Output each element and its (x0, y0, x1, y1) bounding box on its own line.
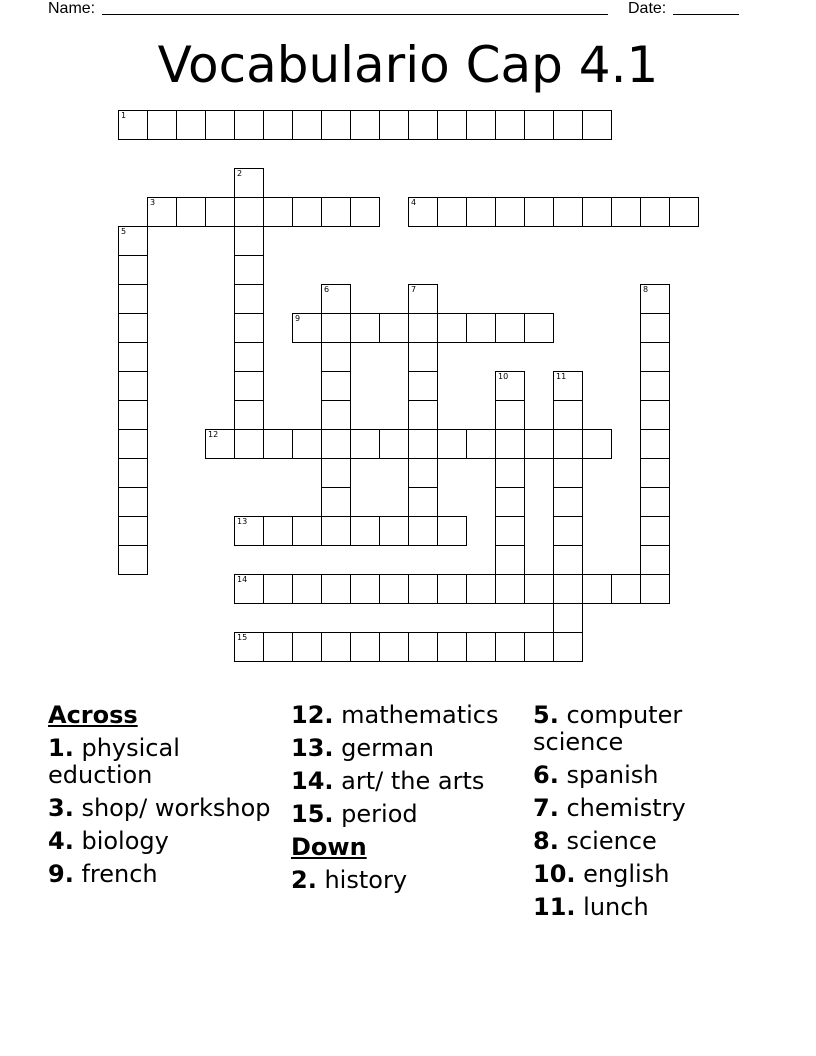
grid-cell[interactable] (408, 284, 438, 314)
grid-cell[interactable] (118, 458, 148, 488)
grid-cell[interactable] (350, 110, 380, 140)
cell-number: 3 (150, 198, 156, 207)
clue-down (533, 795, 773, 822)
grid-cell[interactable] (524, 313, 554, 343)
grid-cell[interactable] (408, 429, 438, 459)
grid-cell[interactable] (234, 110, 264, 140)
grid-cell[interactable] (263, 632, 293, 662)
grid-cell[interactable] (495, 516, 525, 546)
grid-cell[interactable] (205, 429, 235, 459)
clue-across (291, 801, 527, 828)
cell-number: 15 (237, 633, 248, 642)
grid-cell[interactable] (263, 197, 293, 227)
grid-cell[interactable] (292, 313, 322, 343)
grid-cell[interactable] (234, 226, 264, 256)
grid-cell[interactable] (350, 313, 380, 343)
grid-cell[interactable] (118, 545, 148, 575)
grid-cell[interactable] (408, 110, 438, 140)
grid-cell[interactable] (118, 110, 148, 140)
clue-down (533, 894, 773, 921)
clues-column-1 (48, 702, 278, 894)
grid-cell[interactable] (292, 429, 322, 459)
grid-cell[interactable] (292, 632, 322, 662)
grid-cell[interactable] (234, 313, 264, 343)
grid-cell[interactable] (321, 574, 351, 604)
grid-cell[interactable] (118, 284, 148, 314)
grid-cell[interactable] (553, 516, 583, 546)
cell-number: 8 (643, 285, 649, 294)
grid-cell[interactable] (292, 110, 322, 140)
grid-cell[interactable] (118, 255, 148, 285)
grid-cell[interactable] (350, 574, 380, 604)
grid-cell[interactable] (408, 197, 438, 227)
grid-cell[interactable] (118, 313, 148, 343)
grid-cell[interactable] (408, 342, 438, 372)
cell-number: 14 (237, 575, 248, 584)
grid-cell[interactable] (466, 197, 496, 227)
grid-cell[interactable] (234, 632, 264, 662)
clue-down (533, 762, 773, 789)
grid-cell[interactable] (118, 371, 148, 401)
grid-cell[interactable] (321, 400, 351, 430)
grid-cell[interactable] (640, 574, 670, 604)
grid-cell[interactable] (495, 574, 525, 604)
grid-cell[interactable] (437, 197, 467, 227)
grid-cell[interactable] (553, 458, 583, 488)
clue-down (533, 861, 773, 888)
clue-text: science (566, 827, 657, 855)
grid-cell[interactable] (669, 197, 699, 227)
grid-cell[interactable] (495, 632, 525, 662)
grid-cell[interactable] (379, 574, 409, 604)
clue-across (291, 768, 527, 795)
grid-cell[interactable] (408, 574, 438, 604)
clue-number: 13. (291, 734, 334, 762)
name-label: Name: (48, 0, 96, 17)
grid-cell[interactable] (263, 110, 293, 140)
clue-text: spanish (566, 761, 659, 789)
header-line (48, 0, 748, 20)
grid-cell[interactable] (611, 574, 641, 604)
grid-cell[interactable] (147, 197, 177, 227)
grid-cell[interactable] (553, 400, 583, 430)
grid-cell[interactable] (466, 429, 496, 459)
grid-cell[interactable] (234, 168, 264, 198)
cell-number: 1 (121, 111, 127, 120)
grid-cell[interactable] (437, 110, 467, 140)
grid-cell[interactable] (234, 516, 264, 546)
grid-cell[interactable] (408, 400, 438, 430)
grid-cell[interactable] (379, 516, 409, 546)
across-heading: Across (48, 701, 138, 729)
grid-cell[interactable] (524, 110, 554, 140)
grid-cell[interactable] (350, 632, 380, 662)
grid-cell[interactable] (234, 255, 264, 285)
cell-number: 2 (237, 169, 243, 178)
cell-number: 6 (324, 285, 330, 294)
cell-number: 12 (208, 430, 219, 439)
grid-cell[interactable] (408, 632, 438, 662)
clue-number: 8. (533, 827, 559, 855)
cell-number: 13 (237, 517, 248, 526)
grid-cell[interactable] (234, 400, 264, 430)
grid-cell[interactable] (582, 574, 612, 604)
grid-cell[interactable] (263, 429, 293, 459)
grid-cell[interactable] (524, 574, 554, 604)
grid-cell[interactable] (234, 284, 264, 314)
grid-cell[interactable] (553, 429, 583, 459)
grid-cell[interactable] (553, 545, 583, 575)
grid-cell[interactable] (466, 313, 496, 343)
clue-text: shop/ workshop (81, 794, 271, 822)
grid-cell[interactable] (495, 458, 525, 488)
cell-number: 4 (411, 198, 417, 207)
date-label: Date: (628, 0, 667, 17)
grid-cell[interactable] (321, 284, 351, 314)
grid-cell[interactable] (640, 197, 670, 227)
grid-cell[interactable] (437, 516, 467, 546)
clue-text: lunch (583, 893, 649, 921)
grid-cell[interactable] (640, 313, 670, 343)
clue-text: biology (81, 827, 169, 855)
grid-cell[interactable] (495, 429, 525, 459)
grid-cell[interactable] (321, 429, 351, 459)
grid-cell[interactable] (640, 487, 670, 517)
grid-cell[interactable] (321, 197, 351, 227)
grid-cell[interactable] (379, 429, 409, 459)
grid-cell[interactable] (640, 371, 670, 401)
name-blank-line (102, 14, 608, 15)
clue-across (48, 795, 278, 822)
clue-text: physical eduction (48, 734, 180, 789)
grid-cell[interactable] (437, 429, 467, 459)
clue-number: 15. (291, 800, 334, 828)
grid-cell[interactable] (582, 197, 612, 227)
grid-cell[interactable] (234, 371, 264, 401)
grid-cell[interactable] (553, 632, 583, 662)
grid-cell[interactable] (437, 632, 467, 662)
grid-cell[interactable] (524, 429, 554, 459)
grid-cell[interactable] (553, 371, 583, 401)
grid-cell[interactable] (640, 429, 670, 459)
grid-cell[interactable] (582, 110, 612, 140)
grid-cell[interactable] (118, 429, 148, 459)
grid-cell[interactable] (350, 429, 380, 459)
page-title: Vocabulario Cap 4.1 (157, 36, 659, 94)
grid-cell[interactable] (582, 429, 612, 459)
clue-number: 4. (48, 827, 74, 855)
grid-cell[interactable] (292, 197, 322, 227)
grid-cell[interactable] (321, 487, 351, 517)
clue-down (533, 702, 773, 756)
grid-cell[interactable] (234, 342, 264, 372)
grid-cell[interactable] (553, 603, 583, 633)
grid-cell[interactable] (495, 197, 525, 227)
cell-number: 10 (498, 372, 509, 381)
date-blank-line (673, 14, 739, 15)
grid-cell[interactable] (640, 400, 670, 430)
grid-cell[interactable] (524, 632, 554, 662)
grid-cell[interactable] (553, 487, 583, 517)
grid-cell[interactable] (466, 574, 496, 604)
grid-cell[interactable] (321, 516, 351, 546)
grid-cell[interactable] (321, 458, 351, 488)
grid-cell[interactable] (640, 342, 670, 372)
clue-down (533, 828, 773, 855)
clue-number: 10. (533, 860, 576, 888)
clue-number: 2. (291, 866, 317, 894)
clue-text: art/ the arts (341, 767, 485, 795)
grid-cell[interactable] (147, 110, 177, 140)
grid-cell[interactable] (350, 197, 380, 227)
cell-number: 5 (121, 227, 127, 236)
grid-cell[interactable] (408, 516, 438, 546)
grid-cell[interactable] (466, 110, 496, 140)
clue-text: period (341, 800, 418, 828)
grid-cell[interactable] (350, 516, 380, 546)
grid-cell[interactable] (118, 226, 148, 256)
clue-across (48, 861, 278, 888)
grid-cell[interactable] (321, 313, 351, 343)
grid-cell[interactable] (495, 313, 525, 343)
clue-number: 12. (291, 701, 334, 729)
grid-cell[interactable] (118, 342, 148, 372)
grid-cell[interactable] (640, 516, 670, 546)
clues-column-3 (533, 702, 773, 927)
clue-text: german (341, 734, 434, 762)
grid-cell[interactable] (292, 516, 322, 546)
clue-number: 11. (533, 893, 576, 921)
clue-text: mathematics (341, 701, 499, 729)
grid-cell[interactable] (234, 429, 264, 459)
grid-cell[interactable] (234, 197, 264, 227)
clue-down (291, 867, 527, 894)
clue-across (291, 735, 527, 762)
clue-number: 14. (291, 767, 334, 795)
grid-cell[interactable] (379, 110, 409, 140)
clue-number: 7. (533, 794, 559, 822)
grid-cell[interactable] (263, 516, 293, 546)
grid-cell[interactable] (495, 400, 525, 430)
grid-cell[interactable] (234, 574, 264, 604)
grid-cell[interactable] (205, 110, 235, 140)
clue-number: 3. (48, 794, 74, 822)
clue-across (48, 828, 278, 855)
clue-text: history (324, 866, 408, 894)
grid-cell[interactable] (321, 110, 351, 140)
clue-text: french (81, 860, 158, 888)
grid-cell[interactable] (321, 632, 351, 662)
grid-cell[interactable] (176, 197, 206, 227)
grid-cell[interactable] (205, 197, 235, 227)
clue-text: english (583, 860, 670, 888)
clue-across (291, 702, 527, 729)
grid-cell[interactable] (118, 400, 148, 430)
grid-cell[interactable] (466, 632, 496, 662)
grid-cell[interactable] (408, 371, 438, 401)
clue-number: 1. (48, 734, 74, 762)
grid-cell[interactable] (437, 313, 467, 343)
cell-number: 9 (295, 314, 301, 323)
grid-cell[interactable] (640, 284, 670, 314)
grid-cell[interactable] (640, 545, 670, 575)
grid-cell[interactable] (495, 545, 525, 575)
grid-cell[interactable] (292, 574, 322, 604)
clues-column-2 (291, 702, 527, 900)
cell-number: 11 (556, 372, 567, 381)
grid-cell[interactable] (408, 458, 438, 488)
clue-across (48, 735, 278, 789)
grid-cell[interactable] (495, 371, 525, 401)
grid-cell[interactable] (176, 110, 206, 140)
grid-cell[interactable] (553, 197, 583, 227)
grid-cell[interactable] (379, 313, 409, 343)
grid-cell[interactable] (524, 197, 554, 227)
grid-cell[interactable] (408, 313, 438, 343)
cell-number: 7 (411, 285, 417, 294)
clue-number: 5. (533, 701, 559, 729)
grid-cell[interactable] (408, 487, 438, 517)
grid-cell[interactable] (321, 371, 351, 401)
clue-text: chemistry (566, 794, 686, 822)
grid-cell[interactable] (118, 487, 148, 517)
grid-cell[interactable] (118, 516, 148, 546)
down-heading: Down (291, 833, 367, 861)
grid-cell[interactable] (263, 574, 293, 604)
grid-cell[interactable] (495, 487, 525, 517)
grid-cell[interactable] (437, 574, 467, 604)
grid-cell[interactable] (553, 110, 583, 140)
grid-cell[interactable] (611, 197, 641, 227)
clue-number: 9. (48, 860, 74, 888)
grid-cell[interactable] (321, 342, 351, 372)
clue-number: 6. (533, 761, 559, 789)
clue-text: computer science (533, 701, 683, 756)
grid-cell[interactable] (379, 632, 409, 662)
grid-cell[interactable] (495, 110, 525, 140)
grid-cell[interactable] (640, 458, 670, 488)
grid-cell[interactable] (553, 574, 583, 604)
